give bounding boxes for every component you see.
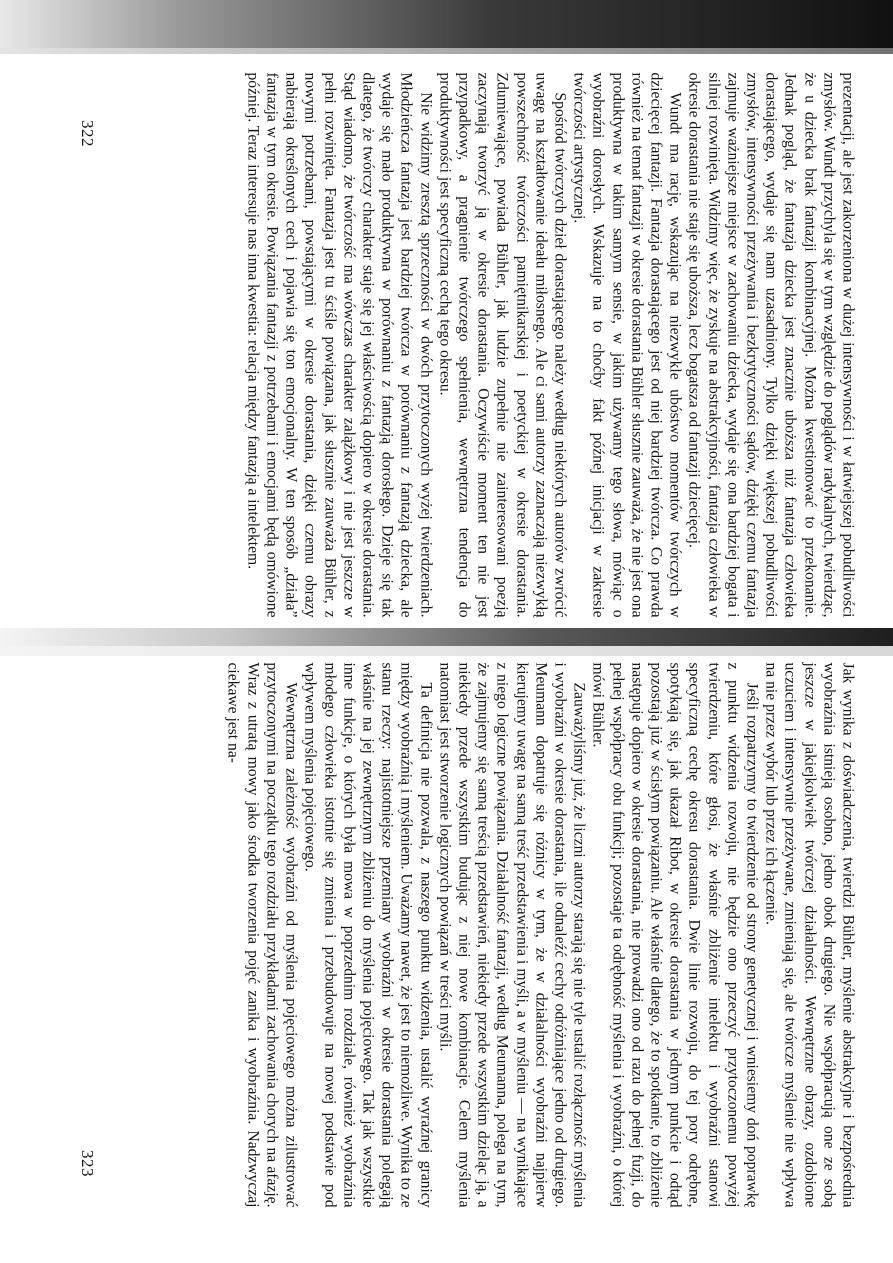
page-right-text bbox=[117, 663, 857, 1208]
book-spine-shadow bbox=[0, 646, 893, 656]
paragraph: Wundt ma rację, wskazując na niezwykle ubóstwo momentów twórczych w dziecięcej fantazji. Fantazja dorastającego jest od niej bardziej twórcza. Co prawda również na temat fantazji w okresie dorastania Bühler słusznie zauważa, że nie jest ona produktywna w takim samym sensie, w jakim używamy tego słowa, mówiąc o wyobraźni dorosłych. Wskazuje na to choćby fakt późnej inicjacji w zakresie twórczości artystycznej. bbox=[570, 72, 684, 618]
scan-top-shadow bbox=[0, 48, 893, 54]
paragraph: Nie widzimy zresztą sprzeczności w dwóch przytoczonych wyżej twierdzeniach. Młodzieńcza fantazja jest bardziej twórcza w porównaniu z fantazją dziecka, ale wydaje się mało produktywna w porównaniu z fantazją dorosłego. Dzieje się tak dlatego, że twórczy charakter staje się jej właściwością dopiero w okresie dorastania. Stąd wiadomo, że twórczość ma wówczas charakter zalążkowy i nie jest jeszcze w pełni rozwinięta. Fantazja jest tu ściśle powiązana, jak słusznie zauważa Bühler, z nowymi potrzebami, powstającymi w okresie dorastania, dzięki czemu obrazy nabierają określonych cech i pojawia się ton emocjonalny. W ten sposób „działa” fantazja w tym okresie. Powiązania fantazji z potrzebami i emocjami będą omówione później. Teraz interesuje nas inna kwestia: relacja między fantazją a intelektem. bbox=[243, 72, 434, 618]
page-left-text bbox=[117, 73, 857, 618]
paragraph: Jak wynika z doświadczenia, twierdzi Bühler, myślenie abstrakcyjne i bezpośrednia wyobraźnia istnieją osobno, jedno obok drugiego. Nie współpracują one ze sobą jeszcze w jakiejkolwiek twórczej działalności. Wewnętrzne obrazy, ozdobione uczuciem i intensywnie przeżywane, zmieniają się, ale twórcze myślenie nie wpływa na nie przez wybór lub przez ich łączenie. bbox=[762, 662, 856, 1208]
paragraph: Jeśli rozpatrzymy to twierdzenie od strony genetycznej i wniesiemy doń poprawkę z punktu widzenia rozwoju, nie będzie ono przeczyć przytoczonemu powyżej twierdzeniu, które głosi, że właśnie zbliżenie intelektu i wyobraźni stanowi specyficzną cechę okresu dorastania. Dwie linie rozwoju, do tej pory odrębne, spotykają się, jak ukazał Ribot, w okresie dorastania w jednym punkcie i odtąd pozostają już w ścisłym powiązaniu. Ale właśnie dlatego, że to spotkanie, to zbliżenie następuje dopiero w okresie dorastania, nie prowadzi ono od razu do pełnej fuzji, do pełnej współpracy obu funkcji; pozostaje ta odrębność myślenia i wyobraźni, o której mówi Bühler. bbox=[589, 662, 760, 1208]
scan-top-edge bbox=[0, 0, 893, 48]
page-number-right: 323 bbox=[78, 1150, 97, 1177]
paragraph: Spośród twórczych dzieł dorastającego należy według niektórych autorów zwrócić uwagę na kształtowanie ideału miłosnego. Ale ci sami autorzy zaznaczają niezwykłą powszechność twórczości pamiętnikarskiej i poetyckiej w okresie dorastania. Zdumiewające, powiada Bühler, jak ludzie zupełnie nie zainteresowani poezją zaczynają tworzyć ją w okresie dorastania. Oczywiście moment ten nie jest przypadkowy, a pragnienie twórczego spełnienia, wewnętrzna tendencja do produktywności jest specyficzną cechą tego okresu. bbox=[435, 72, 568, 618]
paragraph: Zauważyliśmy już, że liczni autorzy starają się nie tyle ustalić rozłączność myślenia i wyobraźni w okresie dorastania, ile odnaleźć cechy odróżniające jedno od drugiego. Meumann dopatruje się różnicy w tym, że w działalności wyobraźni najpierw kierujemy uwagę na samą treść przedstawienia i myśli, a w myśleniu — na wynikające z niego logiczne powiązania. Działalność fantazji, według Meumanna, polega na tym, że zajmujemy się samą treścią przedstawień, niekiedy przede wszystkim dzieląc ją, a niekiedy przede wszystkim budując z niej nowe kombinacje. Celem myślenia natomiast jest stworzenie logicznych powiązań w treści myśli. bbox=[435, 662, 588, 1208]
paragraph: Wewnętrzna zależność wyobraźni od myślenia pojęciowego można zilustrować przytoczonymi na początku tego rozdziału przykładami zachowania chorych na afazję. Wraz z utratą mowy jako środka tworzenia pojęć zanika i wyobraźnia. Nadzwyczaj ciekawe jest na- bbox=[224, 662, 300, 1208]
book-spine-fold bbox=[0, 628, 893, 646]
page-number-left: 322 bbox=[78, 120, 97, 147]
paragraph: Ta definicja nie pozwala, z naszego punktu widzenia, ustalić wyraźnej granicy między wyobraźnią i myśleniem. Uważamy nawet, że jest to niemożliwe. Wynika to ze stanu rzeczy: najistotniejsze przemiany wyobraźni w okresie dorastania polegają właśnie na jej zewnętrznym zbliżeniu do myślenia pojęciowego. Tak jak wszystkie inne funkcje, o których była mowa w poprzednim rozdziale, również wyobraźnia młodego człowieka istotnie się zmienia i przebudowuje na nowej podstawie pod wpływem myślenia pojęciowego. bbox=[301, 662, 434, 1208]
paragraph: prezentacji, ale jest zakorzeniona w dużej intensywności i w łatwiejszej pobudliwości zmysłów. Wundt przychyla się w tym względzie do poglądów radykalnych, twierdząc, że u dziecka brak fantazji kombinacyjnej. Można kwestionować to przekonanie. Jednak pogląd, że fantazja dziecka jest znacznie uboższa niż fantazja człowieka dorastającego, wydaje się nam uzasadniony. Tylko dzięki większej pobudliwości zmysłów, intensywności przeżywania i bezkrytyczności sądów, dzięki czemu fantazja zajmuje ważniejsze miejsce w zachowaniu dziecka, wydaje się ona bardziej bogata i silniej rozwinięta. Widzimy więc, że zyskuje na abstrakcyjności, fantazja człowieka w okresie dorastania nie staje się uboższa, lecz bogatsza od fantazji dziecięcej. bbox=[685, 72, 856, 618]
